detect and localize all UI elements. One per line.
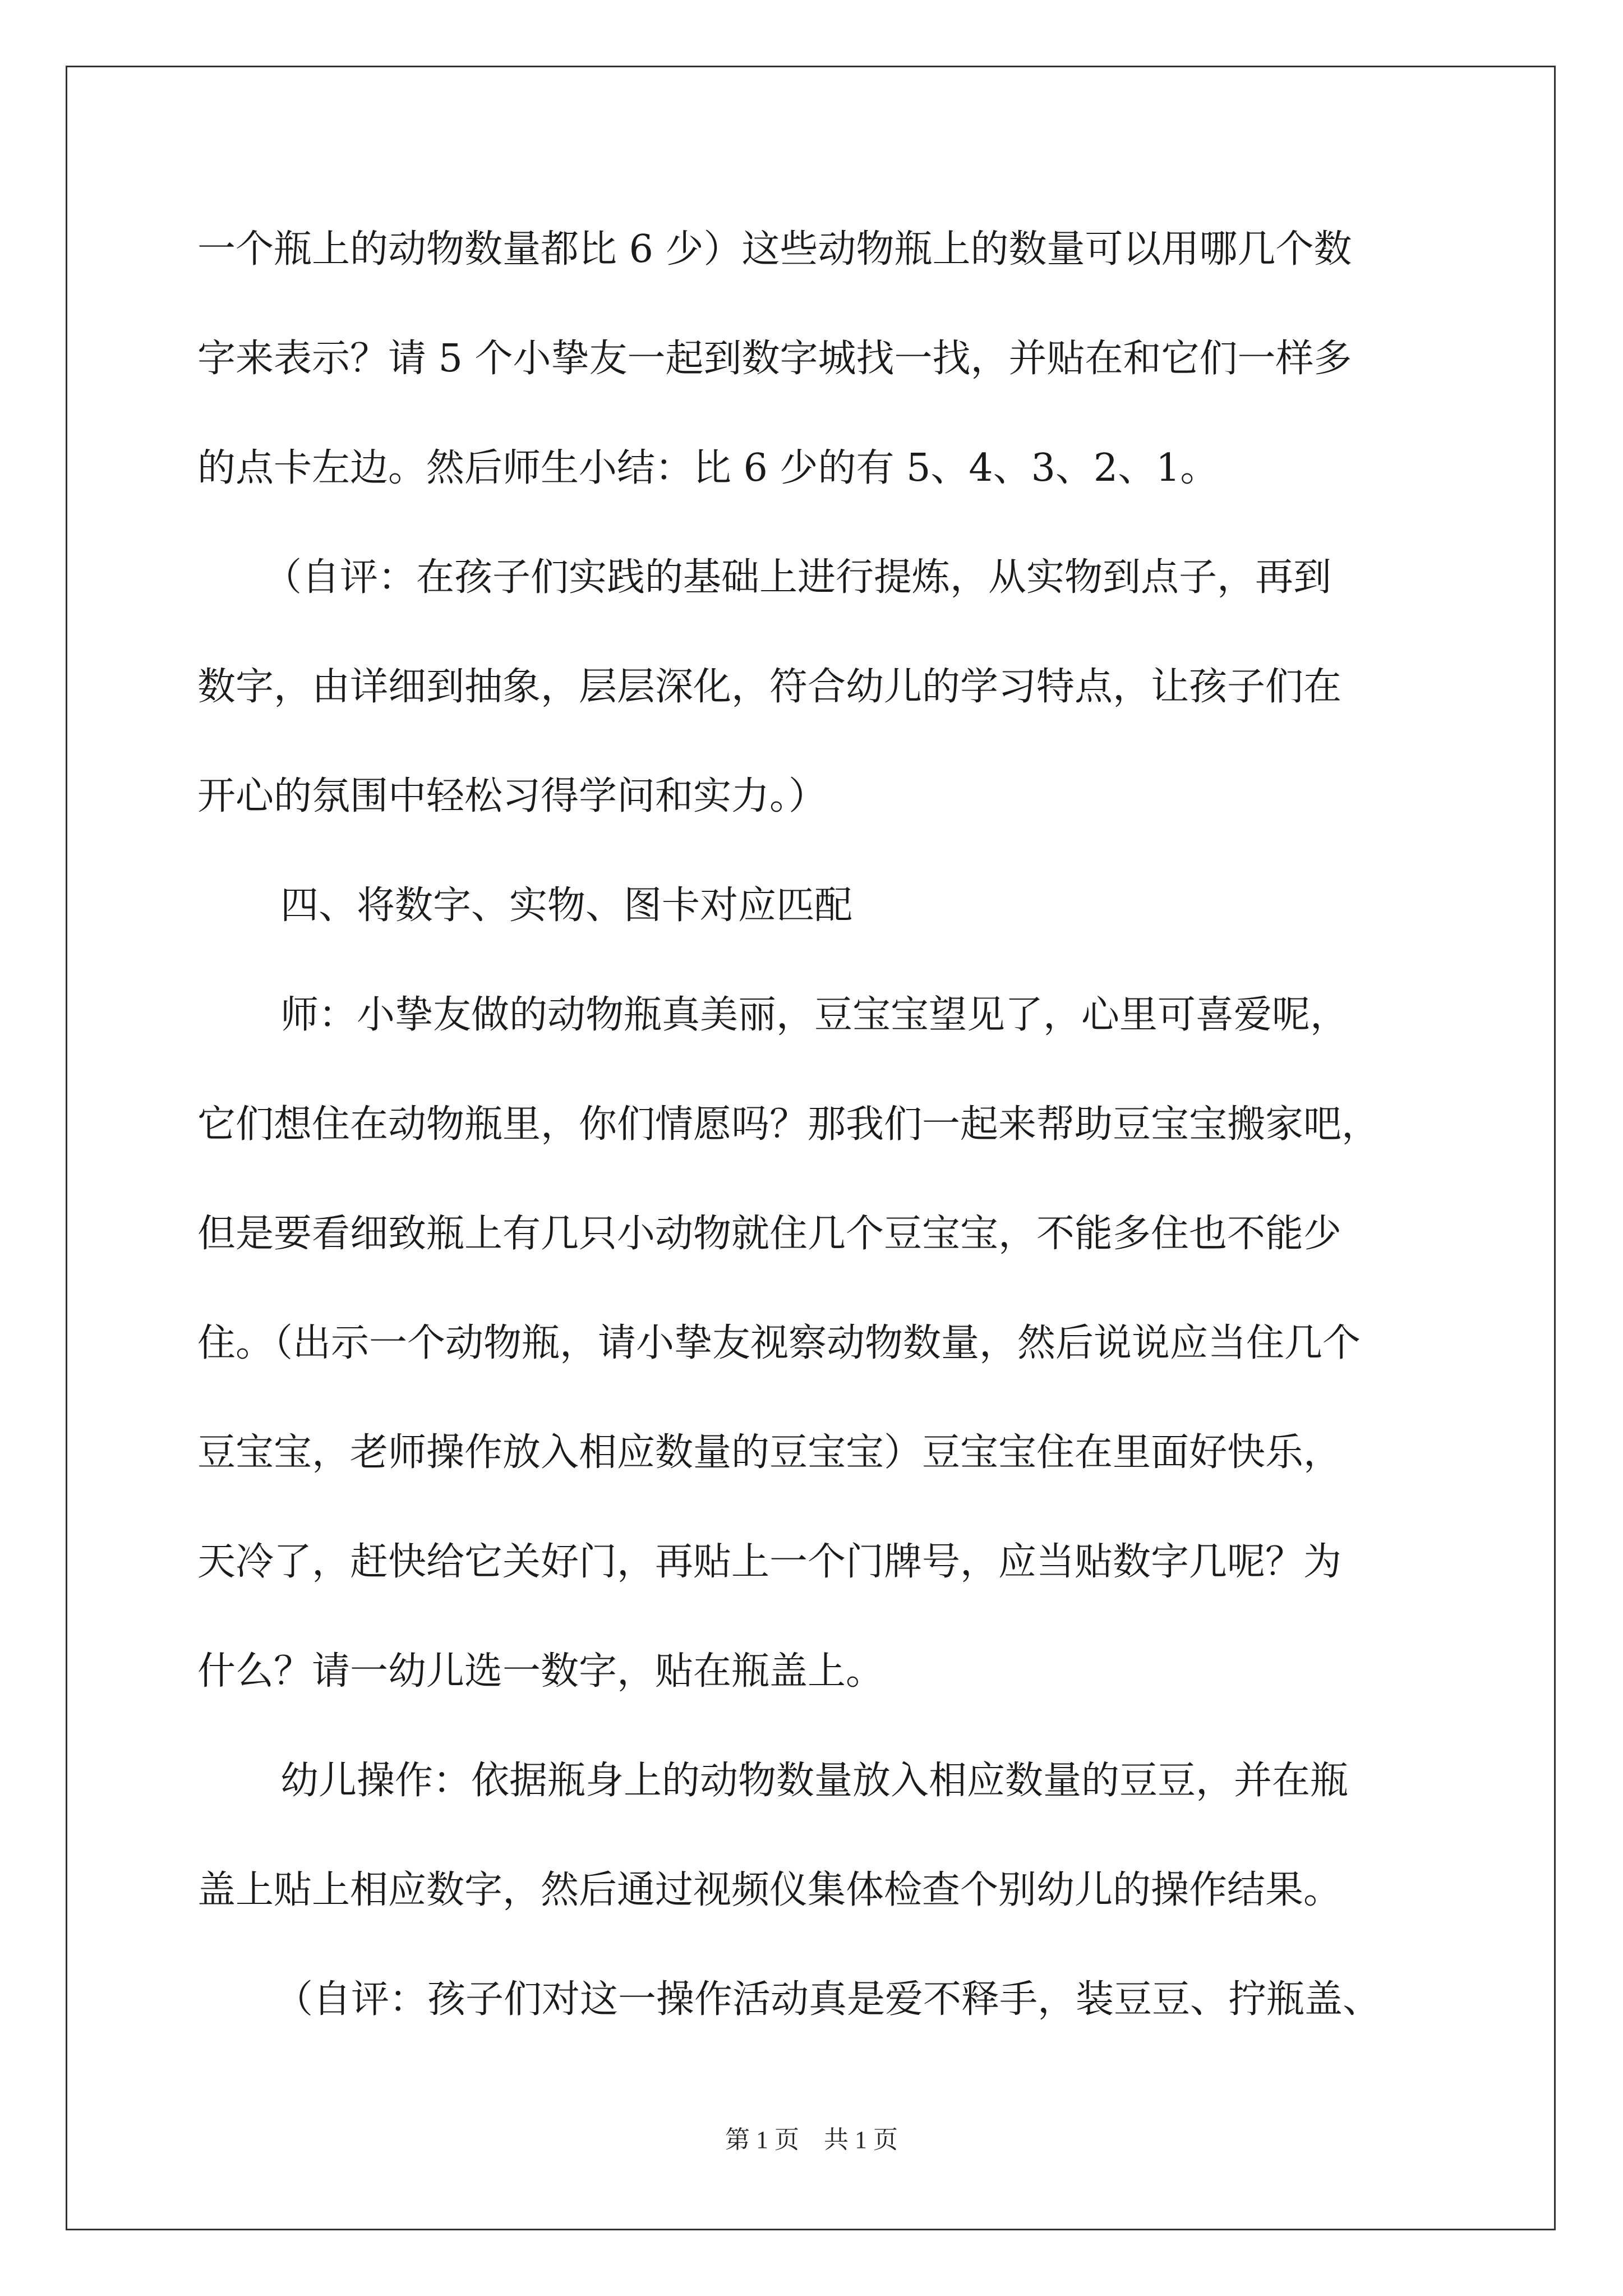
text-line-3: 的点卡左边。然后师生小结：比 6 少的有 5、4、3、2、1。 xyxy=(197,446,1219,490)
text-line-8: 师：小挚友做的动物瓶真美丽，豆宝宝望见了，心里可喜爱呢， xyxy=(280,993,1349,1037)
text-line-6: 开心的氛围中轻松习得学问和实力。） xyxy=(197,774,827,818)
text-line-5: 数字，由详细到抽象，层层深化，符合幼儿的学习特点，让孩子们在 xyxy=(197,665,1342,709)
text-line-11: 住。（出示一个动物瓶，请小挚友视察动物数量，然后说说应当住几个 xyxy=(197,1321,1361,1365)
text-line-4: （自评：在孩子们实践的基础上进行提炼，从实物到点子，再到 xyxy=(264,555,1332,600)
text-line-1: 一个瓶上的动物数量都比 6 少）这些动物瓶上的数量可以用哪几个数 xyxy=(197,227,1352,272)
text-line-14: 什么？请一幼儿选一数字，贴在瓶盖上。 xyxy=(197,1649,884,1694)
section-heading: 四、将数字、实物、图卡对应匹配 xyxy=(280,884,853,928)
text-line-16: 盖上贴上相应数字，然后通过视频仪集体检查个别幼儿的操作结果。 xyxy=(197,1868,1342,1912)
text-line-13: 天冷了，赶快给它关好门，再贴上一个门牌号，应当贴数字几呢？为 xyxy=(197,1540,1342,1584)
text-line-17: （自评：孩子们对这一操作活动真是爱不释手，装豆豆、拧瓶盖、 xyxy=(275,1977,1381,2022)
text-line-12: 豆宝宝，老师操作放入相应数量的豆宝宝）豆宝宝住在里面好快乐， xyxy=(197,1430,1342,1475)
text-line-9: 它们想住在动物瓶里，你们情愿吗？那我们一起来帮助豆宝宝搬家吧， xyxy=(197,1102,1380,1147)
text-line-10: 但是要看细致瓶上有几只小动物就住几个豆宝宝，不能多住也不能少 xyxy=(197,1212,1342,1256)
text-line-15: 幼儿操作：依据瓶身上的动物数量放入相应数量的豆豆，并在瓶 xyxy=(280,1759,1349,1803)
page-number-footer: 第 1 页 共 1 页 xyxy=(725,2126,898,2154)
text-line-2: 字来表示？请 5 个小挚友一起到数字城找一找，并贴在和它们一样多 xyxy=(197,337,1352,381)
